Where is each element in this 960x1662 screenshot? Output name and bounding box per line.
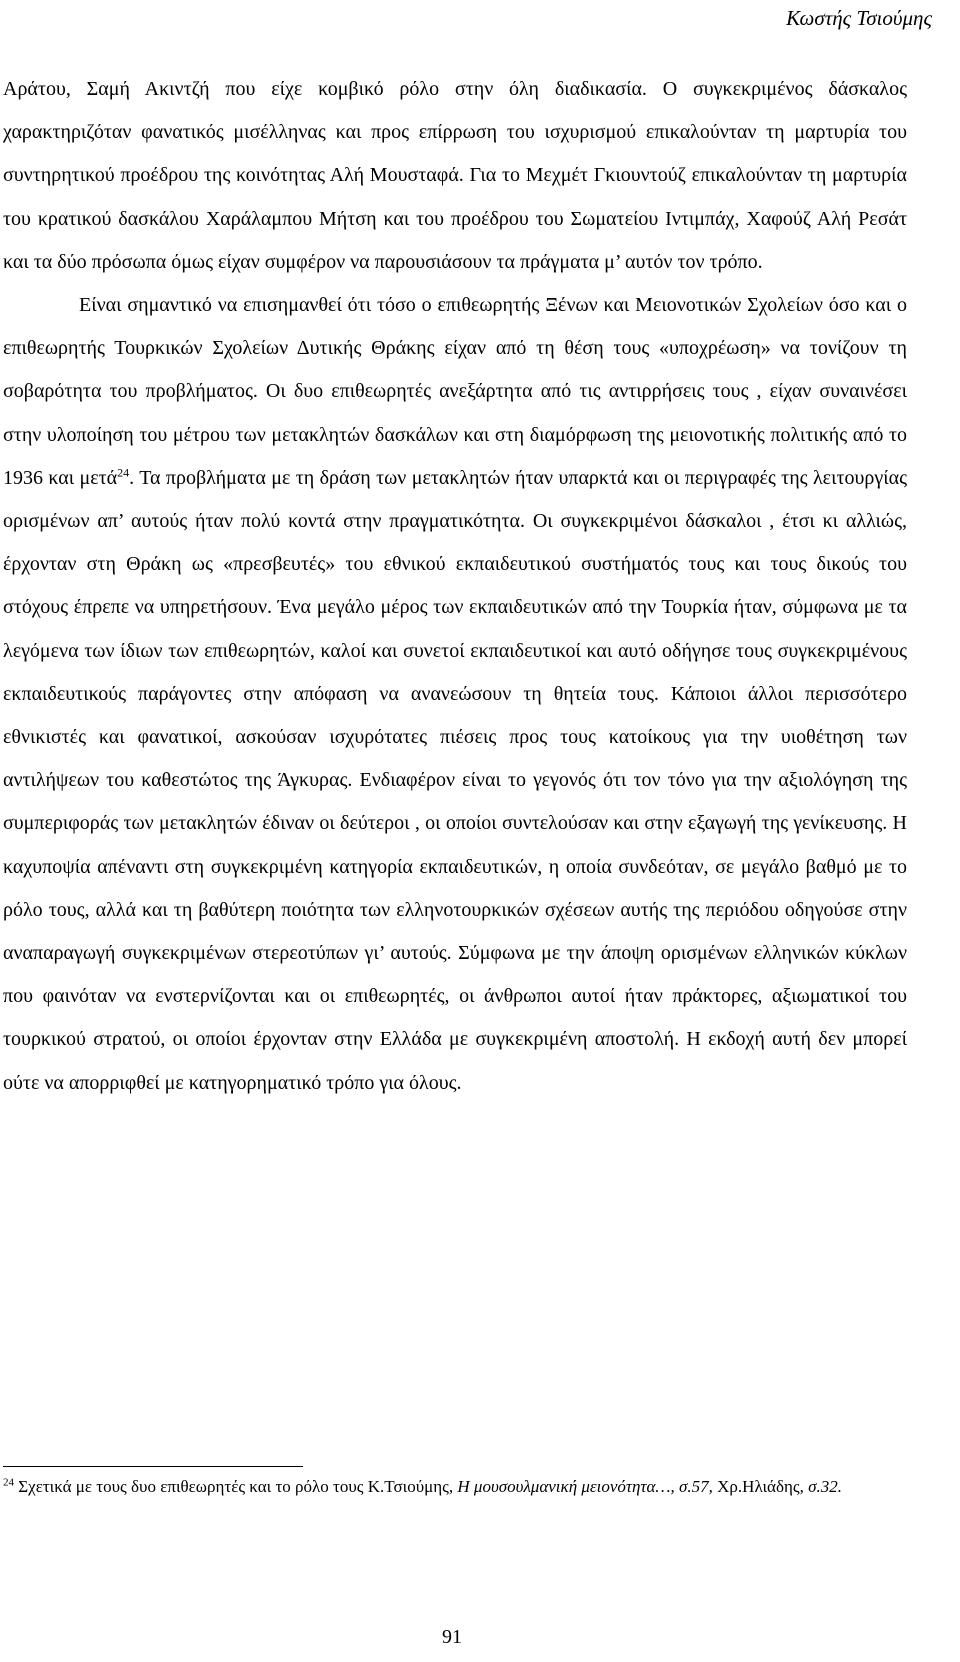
paragraph-1: Αράτου, Σαμή Ακιντζή που είχε κομβικό ρόλο στην όλη διαδικασία. Ο συγκεκριμένος δάσκαλος χαρακτηριζόταν φανατικός μισέλληνας και προς επίρρωση του ισχυρισμού επικαλούνταν τη μαρτυρία του συντηρητικού προέδρου της κοινότητας Αλή Μουσταφά. Για το Μεχμέτ Γκιουντούζ επικαλούνταν τη μαρτυρία του κρατικού δασκάλου Χαράλαμπου Μήτση και του προέδρου του Σωματείου Ιντιμπάχ, Χαφούζ Αλή Ρεσάτ και τα δύο πρόσωπα όμως είχαν συμφέρον να παρουσιάσουν τα πράγματα μ’ αυτόν τον τρόπο. <box>3 78 907 273</box>
paragraph-2 <box>3 284 907 1105</box>
footnote-separator <box>3 1466 303 1467</box>
footnote <box>3 1474 907 1500</box>
footnote-cited-title: Η μουσουλμανική μειονότητα…, σ.57, <box>457 1477 713 1496</box>
page-number: 91 <box>442 1626 462 1648</box>
body-text <box>3 68 907 1105</box>
paragraph-2-part-1: Είναι σημαντικό να επισημανθεί ότι τόσο ο επιθεωρητής Ξένων και Μειονοτικών Σχολείων όσο και ο επιθεωρητής Τουρκικών Σχολείων Δυτικής Θράκης είχαν από τη θέση τους «υποχρέωση» να τονίζουν τη σοβαρότητα του προβλήματος. Οι δυο επιθεωρητές ανεξάρτητα από τις αντιρρήσεις τους , είχαν συναινέσει στην υλοποίηση του μέτρου των μετακλητών δασκάλων και στη διαμόρφωση της μειονοτικής πολιτικής από το 1936 και μετά <box>3 294 907 489</box>
footnote-cited-page: σ.32. <box>808 1477 842 1496</box>
footnote-number: 24 <box>3 1476 14 1489</box>
footnote-text: Σχετικά με τους δυο επιθεωρητές και το ρόλο τους Κ.Τσιούμης, <box>14 1477 458 1496</box>
footnote-reference[interactable]: 24 <box>117 465 130 480</box>
paragraph-2-part-2: . Τα προβλήματα με τη δράση των μετακλητών ήταν υπαρκτά και οι περιγραφές της λειτουργίας ορισμένων απ’ αυτούς ήταν πολύ κοντά στην πραγματικότητα. Οι συγκεκριμένοι δάσκαλοι , έτσι κι αλλιώς, έρχονταν στη Θράκη ως «πρεσβευτές» του εθνικού εκπαιδευτικού συστήματός τους και τους δικούς του στόχους έπρεπε να υπηρετήσουν. Ένα μεγάλο μέρος των εκπαιδευτικών από την Τουρκία ήταν, σύμφωνα με τα λεγόμενα των ίδιων των επιθεωρητών, καλοί και συνετοί εκπαιδευτικοί και αυτό οδήγησε τους συγκεκριμένους εκπαιδευτικούς παράγοντες στην απόφαση να ανανεώσουν τη θητεία τους. Κάποιοι άλλοι περισσότερο εθνικιστές και φανατικοί, ασκούσαν ισχυρότατες πιέσεις προς τους κατοίκους για την υιοθέτηση των αντιλήψεων του καθεστώτος της Άγκυρας. Ενδιαφέρον είναι το γεγονός ότι τον τόνο για την αξιολόγηση της συμπεριφοράς των μετακλητών έδιναν οι δεύτεροι , οι οποίοι συντελούσαν και στην εξαγωγή της γενίκευσης. Η καχυποψία απέναντι στη συγκεκριμένη κατηγορία εκπαιδευτικών, η οποία συνδεόταν, σε μεγάλο βαθμό με το ρόλο τους, αλλά και τη βαθύτερη ποιότητα των ελληνοτουρκικών σχέσεων αυτής της περιόδου οδηγούσε στην αναπαραγωγή συγκεκριμένων στερεοτύπων γι’ αυτούς. Σύμφωνα με την άποψη ορισμένων ελληνικών κύκλων που φαινόταν να ενστερνίζονται και οι επιθεωρητές, οι άνθρωποι αυτοί ήταν πράκτορες, αξιωματικοί του τουρκικού στρατού, οι οποίοι έρχονταν στην Ελλάδα με συγκεκριμένη αποστολή. Η εκδοχή αυτή δεν μπορεί ούτε να απορριφθεί με κατηγορηματικό τρόπο για όλους. <box>3 466 907 1094</box>
running-header-author: Κωστής Τσιούμης <box>786 6 932 30</box>
footnote-text-2: Χρ.Ηλιάδης, <box>712 1477 809 1496</box>
